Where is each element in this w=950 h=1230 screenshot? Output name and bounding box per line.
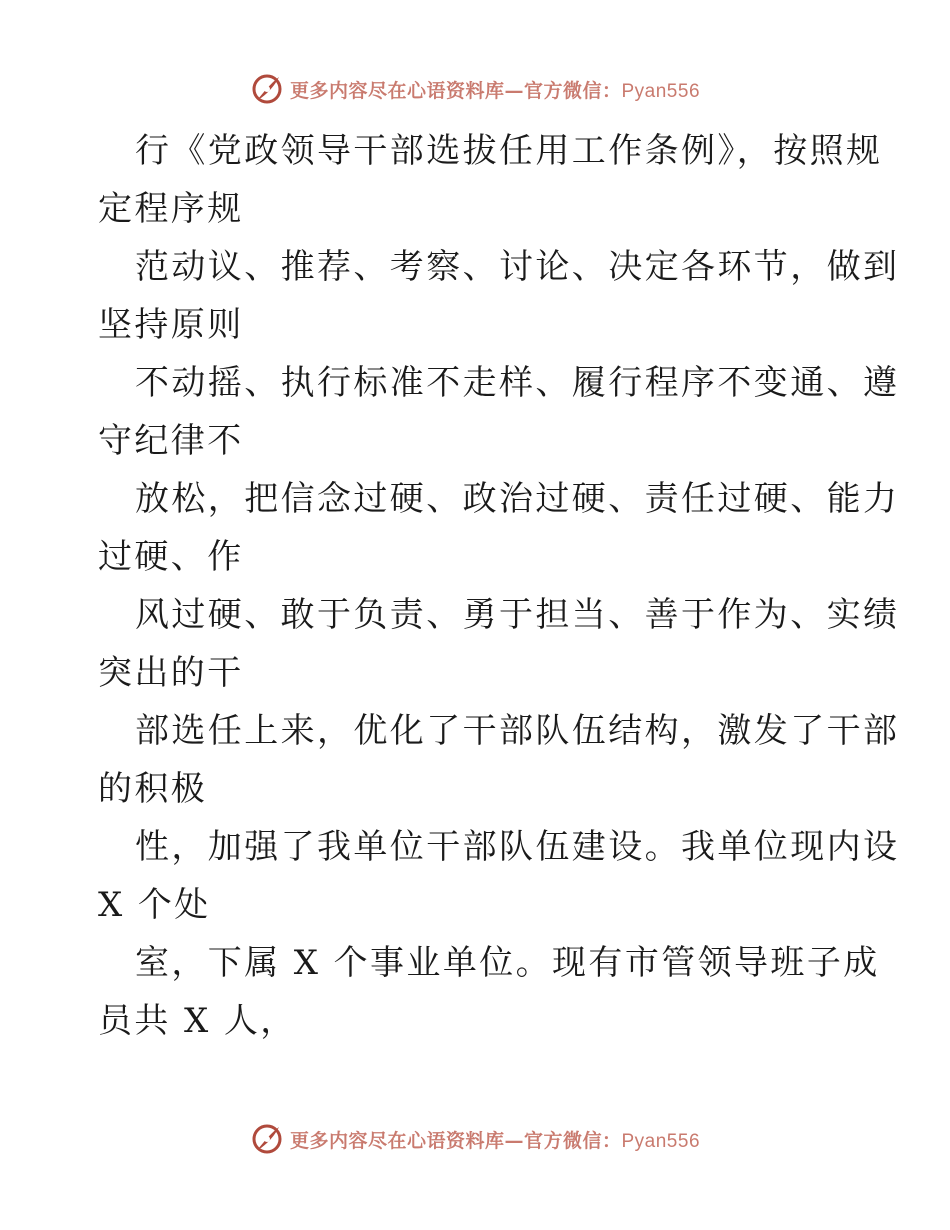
paragraph-line: X 个处 — [98, 885, 211, 925]
watermark-label: 更多内容尽在心语资料库—官方微信： — [289, 1129, 622, 1152]
paragraph — [98, 818, 900, 934]
paragraph — [98, 586, 900, 702]
footer-watermark — [0, 1122, 950, 1156]
paragraph-line: 的积极 — [98, 769, 208, 809]
quill-pen-logo-icon — [250, 72, 284, 106]
header-watermark — [0, 72, 950, 106]
paragraph — [98, 702, 900, 818]
document-body — [98, 122, 900, 1050]
paragraph — [98, 470, 900, 586]
paragraph — [98, 354, 900, 470]
paragraph — [98, 238, 900, 354]
paragraph-line: 坚持原则 — [98, 305, 244, 345]
paragraph-line: 部选任上来，优化了干部队伍结构，激发了干部 — [135, 711, 900, 751]
paragraph-line: 定程序规 — [98, 189, 244, 229]
paragraph-line: 放松，把信念过硬、政治过硬、责任过硬、能力 — [135, 479, 900, 519]
paragraph-line: 室，下属 X 个事业单位。现有市管领导班子成 — [135, 943, 880, 983]
paragraph-line: 过硬、作 — [98, 537, 244, 577]
paragraph-line: 范动议、推荐、考察、讨论、决定各环节，做到 — [135, 247, 900, 287]
paragraph-line: 风过硬、敢于负责、勇于担当、善于作为、实绩 — [135, 595, 900, 635]
paragraph-line: 守纪律不 — [98, 421, 244, 461]
paragraph — [98, 934, 880, 1050]
paragraph-line: 性，加强了我单位干部队伍建设。我单位现内设 — [135, 827, 900, 867]
watermark-label: 更多内容尽在心语资料库—官方微信： — [289, 79, 622, 102]
paragraph-line: 不动摇、执行标准不走样、履行程序不变通、遵 — [135, 363, 900, 403]
watermark-text — [290, 1126, 700, 1153]
watermark-text — [290, 76, 700, 103]
quill-pen-logo-icon — [250, 1122, 284, 1156]
watermark-wechat-id: Pyan556 — [621, 80, 701, 102]
watermark-wechat-id: Pyan556 — [621, 1130, 701, 1152]
paragraph-line: 突出的干 — [98, 653, 244, 693]
paragraph-line: 员共 X 人， — [98, 1001, 297, 1041]
paragraph-line: 行《党政领导干部选拔任用工作条例》，按照规 — [135, 131, 883, 171]
paragraph — [98, 122, 883, 238]
